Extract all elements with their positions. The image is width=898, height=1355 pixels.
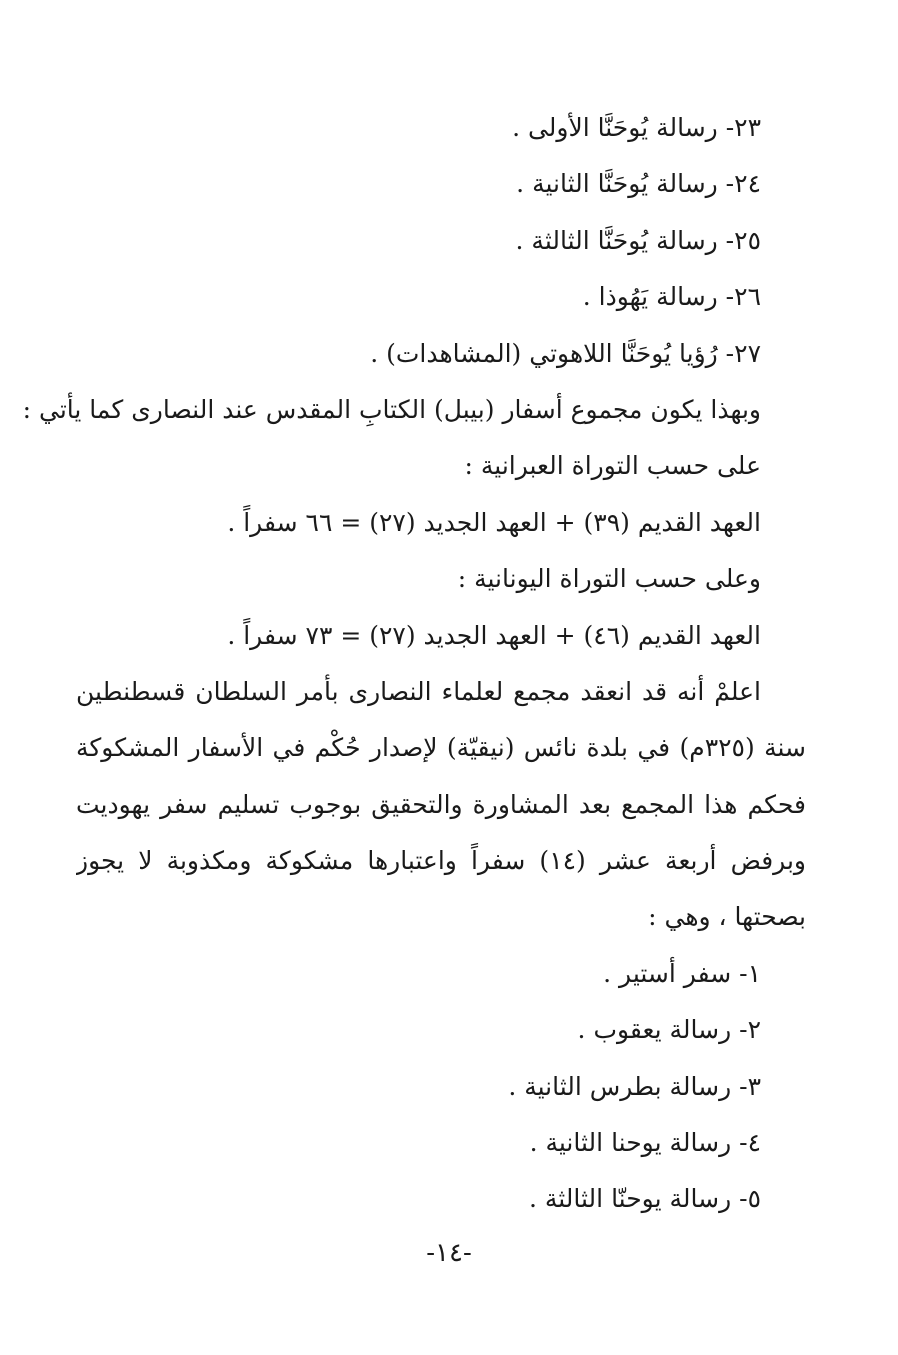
greek-heading: وعلى حسب التوراة اليونانية : bbox=[457, 564, 761, 594]
greek-total: العهد القديم (٤٦) + العهد الجديد (٢٧) = ٧٣ سفراً . bbox=[227, 620, 761, 650]
paragraph-line: بصحتها ، وهي : bbox=[648, 902, 806, 932]
list-item: ٢٥- رسالة يُوحَنَّا الثالثة . bbox=[515, 225, 761, 255]
hebrew-total: العهد القديم (٣٩) + العهد الجديد (٢٧) = ٦٦ سفراً . bbox=[227, 507, 761, 537]
list-item: ٢٦- رسالة يَهُوذا . bbox=[582, 282, 761, 312]
paragraph-line: سنة (٣٢٥م) في بلدة نائس (نيقيّة) لإصدار حُكْم في الأسفار المشكوكة bbox=[76, 733, 806, 763]
paragraph-line: وبرفض أربعة عشر (١٤) سفراً واعتبارها مشكوكة ومكذوبة لا يجوز bbox=[76, 846, 806, 876]
summary-intro: وبهذا يكون مجموع أسفار (بيبل) الكتابِ المقدس عند النصارى كما يأتي : bbox=[22, 394, 761, 424]
hebrew-heading: على حسب التوراة العبرانية : bbox=[464, 451, 761, 481]
page-number: -١٤- bbox=[426, 1238, 472, 1268]
list-item: ٢٧- رُؤيا يُوحَنَّا اللاهوتي (المشاهدات) . bbox=[370, 338, 761, 368]
paragraph-line: اعلمْ أنه قد انعقد مجمع لعلماء النصارى بأمر السلطان قسطنطين bbox=[76, 676, 761, 706]
paragraph-line: فحكم هذا المجمع بعد المشاورة والتحقيق بوجوب تسليم سفر يهوديت bbox=[76, 789, 806, 819]
list-item: ٥- رسالة يوحنّا الثالثة . bbox=[528, 1184, 761, 1214]
page-body bbox=[22, 100, 806, 1228]
list-item: ١- سفر أستير . bbox=[603, 958, 761, 988]
list-item: ٢٤- رسالة يُوحَنَّا الثانية . bbox=[516, 169, 761, 199]
list-item: ٢٣- رسالة يُوحَنَّا الأولى . bbox=[512, 113, 761, 142]
list-item: ٣- رسالة بطرس الثانية . bbox=[508, 1071, 761, 1101]
list-item: ٢- رسالة يعقوب . bbox=[577, 1015, 761, 1045]
list-item: ٤- رسالة يوحنا الثانية . bbox=[529, 1128, 761, 1158]
